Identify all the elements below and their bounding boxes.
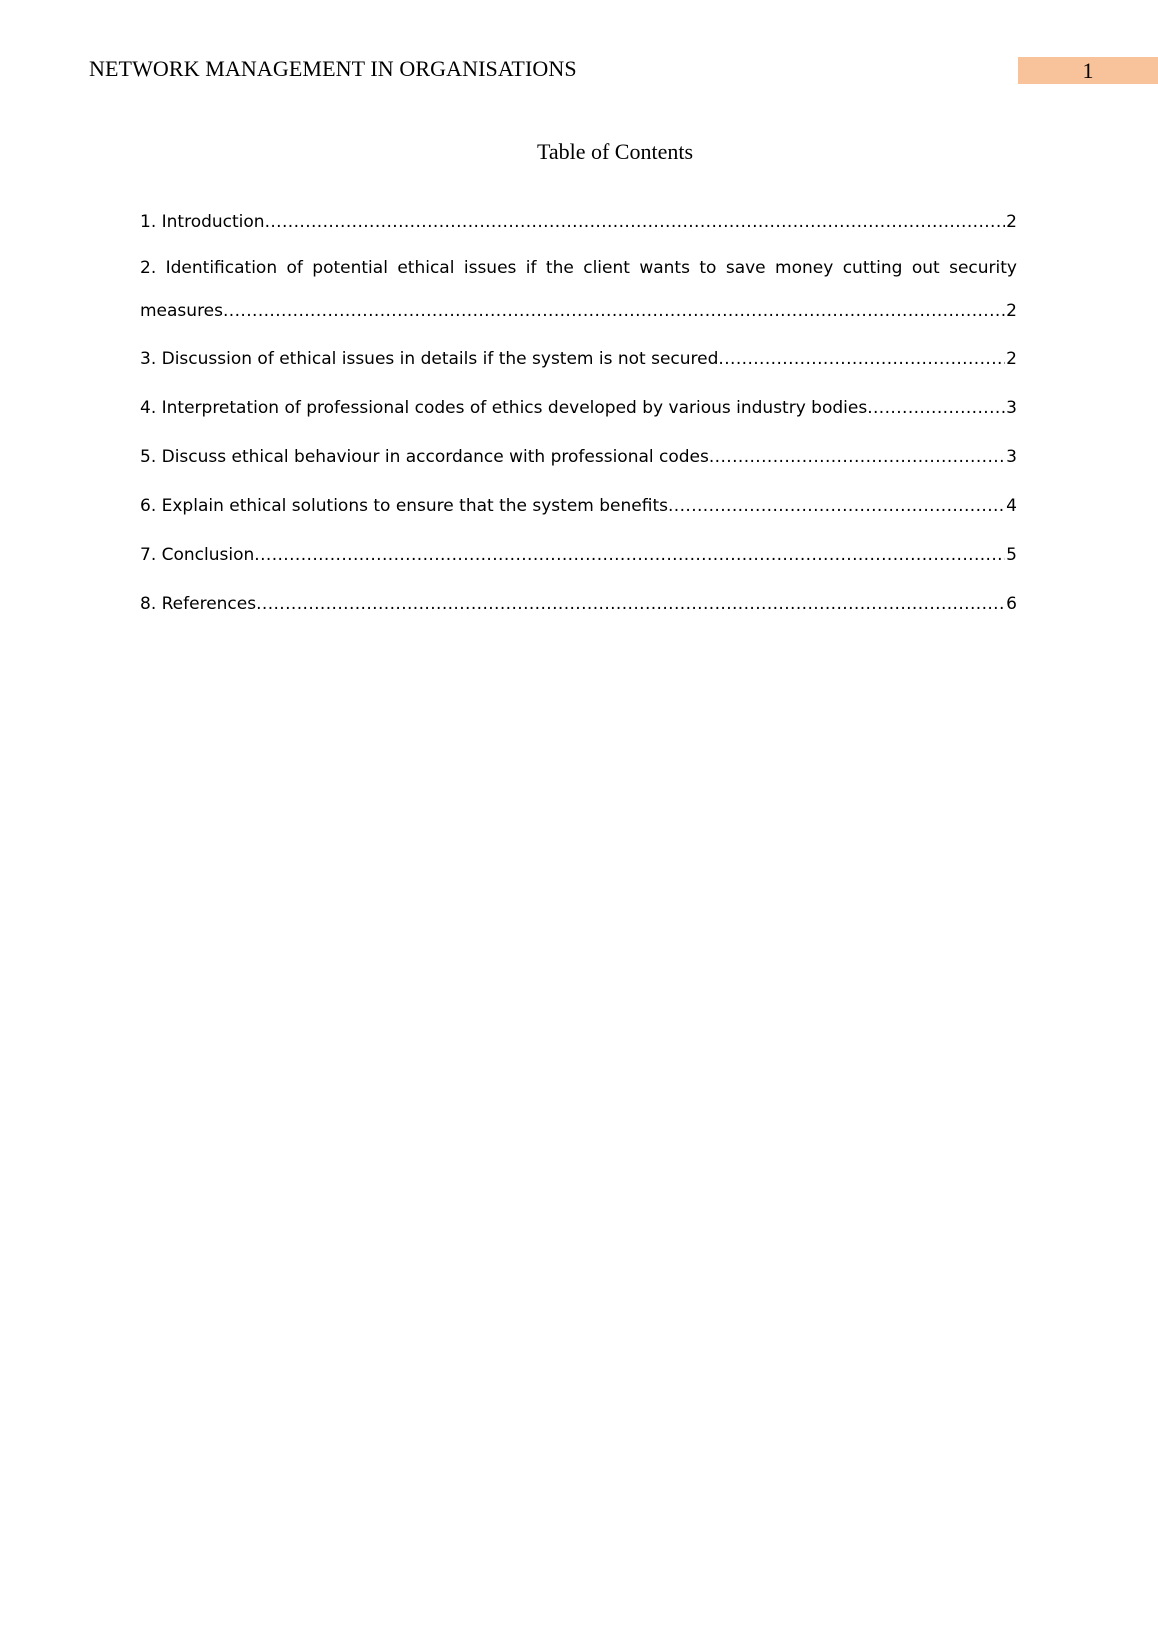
toc-entry-page: 3 xyxy=(1006,447,1017,467)
toc-entry-introduction[interactable] xyxy=(140,206,1017,234)
page-number: 1 xyxy=(1082,58,1094,83)
toc-leader-dots xyxy=(709,445,1005,469)
toc-entry-page: 4 xyxy=(1006,496,1017,516)
toc-leader-dots xyxy=(668,494,1005,518)
toc-entry-label: 5. Discuss ethical behaviour in accordance with professional codes xyxy=(140,447,709,467)
toc-leader-dots xyxy=(718,347,1005,371)
toc-entry-label: measures xyxy=(140,301,223,321)
toc-heading: Table of Contents xyxy=(536,139,694,164)
toc-entry-label: 8. References xyxy=(140,594,257,614)
toc-entry-conclusion[interactable] xyxy=(140,539,1017,567)
toc-entry-label: 7. Conclusion xyxy=(140,545,255,565)
toc-entry-ethical-solutions[interactable] xyxy=(140,490,1017,518)
toc-entry-identification-line2[interactable] xyxy=(140,295,1017,323)
toc-entry-page: 3 xyxy=(1006,398,1017,418)
toc-entry-label: 1. Introduction xyxy=(140,212,265,232)
toc-leader-dots xyxy=(223,299,1005,323)
toc-entry-interpretation[interactable] xyxy=(140,392,1017,420)
toc-entry-label: 4. Interpretation of professional codes of ethics developed by various industry bodies xyxy=(140,398,868,418)
toc-leader-dots xyxy=(254,543,1005,567)
running-header-title: NETWORK MANAGEMENT IN ORGANISATIONS xyxy=(89,56,577,81)
toc-entry-identification-line1[interactable] xyxy=(140,256,1017,284)
toc-entry-page: 6 xyxy=(1006,594,1017,614)
toc-entry-references[interactable] xyxy=(140,588,1017,616)
toc-entry-ethical-behaviour[interactable] xyxy=(140,441,1017,469)
toc-entry-label: 3. Discussion of ethical issues in details if the system is not secured xyxy=(140,349,719,369)
toc-entry-discussion[interactable] xyxy=(140,343,1017,371)
page-number-box xyxy=(1018,57,1158,84)
toc-leader-dots xyxy=(867,396,1005,420)
toc-entry-page: 2 xyxy=(1006,301,1017,321)
toc-entry-label: 6. Explain ethical solutions to ensure that the system benefits xyxy=(140,496,668,516)
toc-entry-label: 2. Identification of potential ethical issues if the client wants to save money cutting out security xyxy=(140,258,1017,278)
toc-leader-dots xyxy=(256,592,1005,616)
toc-leader-dots xyxy=(265,210,1006,234)
toc-entry-page: 2 xyxy=(1006,349,1017,369)
toc-entry-page: 2 xyxy=(1006,212,1017,232)
toc-entry-page: 5 xyxy=(1006,545,1017,565)
